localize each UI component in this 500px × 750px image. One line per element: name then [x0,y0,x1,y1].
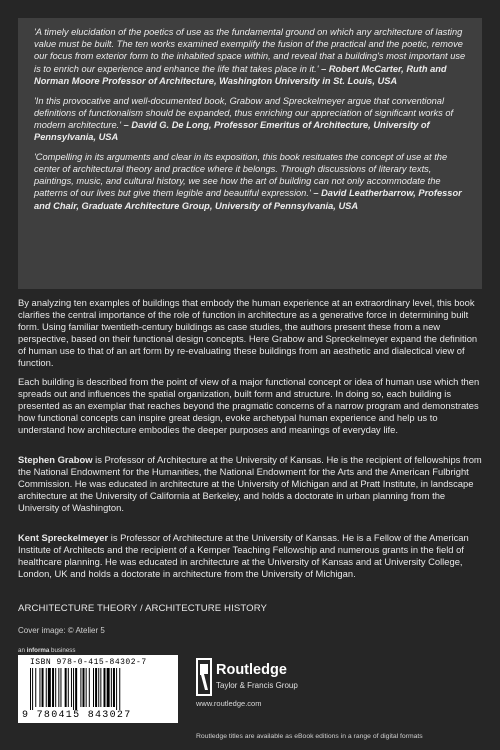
isbn-barcode [18,655,178,723]
barcode-bars [28,668,170,710]
informa-business-line: an informa business [18,647,76,654]
description-paragraph-1: By analyzing ten examples of buildings that embody the human experience at an extraordinary level, this book clarifies the central importance of the role of function in architecture as a generative force in determining built form. Using familiar twentieth-century buildings as case studies, the authors present these from a new perspective, based on their functional design concepts. Here Grabow and Spreckelmeyer expand the definition of human use to that of an art form by re-evaluating these buildings from an aesthetic and dialectical view of function. [18,297,478,369]
endorsement-quote: 'A timely elucidation of the poetics of use as the fundamental ground on which any architecture of lasting value must be built. The ten works examined exemplify the fusion of the practical and the poetic, remove our focus from exterior form to the inhabited space within, and reveal that a building's most important use is to enrich our experience and enhance the life that takes place in it.' – Robert McCarter, Ruth and Norman Moore Professor of Architecture, Washington University in St. Louis, USA [34,27,466,86]
isbn-label: ISBN 978-0-415-84302-7 [30,658,147,667]
endorsement-attribution: – David Leatherbarrow, Professor and Chair, Graduate Architecture Group, University of Pennsylvania, USA [34,188,462,211]
author-bio-spreckelmeyer: Kent Spreckelmeyer is Professor of Architecture at the University of Kansas. He is a Fellow of the American Institute of Architects and the recipient of a Kemper Teaching Fellowship and numerous grants in the field of healthcare planning. He was educated in architecture at the University of Kansas and at University College, London, UK and holds a doctorate in architecture from the University of Michigan. [18,532,469,580]
author-name: Kent Spreckelmeyer [18,532,109,543]
endorsement-quote: 'Compelling in its arguments and clear in its exposition, this book resituates the concept of use at the center of architectural theory and practice where it belongs. Through discussions of literary texts, paintings, music, and cultural history, we see how the art of building can not only accommodate the patterns of our lives but give them legible and beautiful expression.' – David Leatherbarrow, Professor and Chair, Graduate Architecture Group, University of Pennsylvania, USA [34,151,462,211]
author-name: Stephen Grabow [18,454,93,465]
publisher-url[interactable]: www.routledge.com [196,699,262,708]
endorsement-attribution: – Robert McCarter, Ruth and Norman Moore Professor of Architecture, Washington University in St. Louis, USA [34,63,447,86]
informa-logo: informa [26,647,50,654]
description-paragraph-2: Each building is described from the point of view of a major functional concept or idea of human use which then spreads out and influences the spatial organization, built form and structure. In doing so, each building is presented as an exemplar that reaches beyond the pragmatic concerns of a narrow program and demonstrates how functional concepts can inspire great design, evoke archetypal human experience and help us to understand how architecture embodies the deeper purposes and meanings of everyday life. [18,376,480,436]
publisher-name: Routledge [216,662,287,678]
author-bio-grabow: Stephen Grabow is Professor of Architecture at the University of Kansas. He is the recipient of fellowships from the National Endowment for the Humanities, the National Endowment for the Arts and the American Fulbright Commission. He was educated in architecture at the University of Michigan and at Pratt Institute, in landscape architecture at the University of California at Berkeley, and holds a doctorate in urban planning from the University of Washington. [18,454,482,514]
ebook-note: Routledge titles are available as eBook editions in a range of digital formats [196,733,423,740]
publisher-group: Taylor & Francis Group [216,681,298,690]
endorsements-box [18,18,482,289]
routledge-logo-icon [196,658,212,696]
endorsement-attribution: – David G. De Long, Professor Emeritus of Architecture, University of Pennsylvania, USA [34,119,430,143]
endorsement-quote: 'In this provocative and well-documented book, Grabow and Spreckelmeyer argue that conventional definitions of functionalism should be expanded, thus enriching our appreciation of significant works of modern architecture.' – David G. De Long, Professor Emeritus of Architecture, University of Pennsylvania, USA [34,95,454,143]
subject-category: ARCHITECTURE THEORY / ARCHITECTURE HISTORY [18,603,268,614]
barcode-digits: 9 780415 843027 [22,710,132,721]
cover-image-credit: Cover image: © Atelier 5 [18,626,105,635]
